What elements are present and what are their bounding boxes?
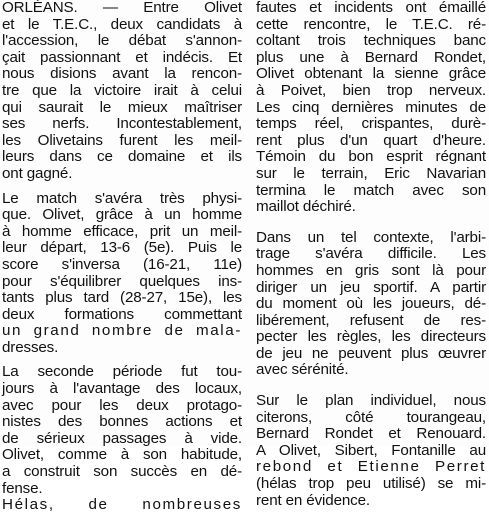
text-line: fense. (2, 479, 43, 497)
text-line: dresses. (2, 338, 59, 356)
text-line: tants plus tard (28-27, 15e), les (2, 289, 242, 307)
text-line: A Olivet, Sibert, Fontanille au (256, 441, 486, 459)
paragraph-match (2, 191, 242, 357)
text-line: Témoin du bon esprit régnant (256, 148, 486, 166)
text-line: à Poivet, bien trop nerveux. (256, 81, 486, 99)
text-line: Dans un tel contexte, l'arbi- (256, 228, 486, 246)
text-line: du moment où les joueurs, dé- (256, 295, 486, 313)
text-line: ORLÉANS. — Entre Olivet (2, 0, 242, 16)
text-line: hommes en gris sont là pour (256, 261, 486, 279)
text-line: leurs dans ce domaine et ils (2, 148, 242, 166)
paragraph-refereeing (256, 230, 486, 379)
text-line: deux formations commettant (2, 305, 242, 323)
text-line: Le match s'avéra très physi- (2, 189, 242, 207)
text-line: pour s'équilibrer quelques ins- (2, 272, 242, 290)
text-line: maillot déchiré. (256, 198, 356, 216)
paragraph-gap (256, 216, 486, 230)
text-line: nistes des bonnes actions et (2, 413, 242, 431)
text-line: Hélas, de nombreuses (2, 496, 242, 514)
paragraph-intro (2, 0, 242, 183)
text-line: ses nerfs. Incontestablement, (2, 115, 242, 133)
text-line: rent en évidence. (256, 491, 370, 509)
text-line: Olivet, comme à son habitude, (2, 446, 242, 464)
text-line: rent plus d'un quart d'heure. (256, 131, 486, 149)
text-line: leur départ, 13-6 (5e). Puis le (2, 239, 242, 257)
text-line: rebond et Etienne Perret (256, 458, 486, 476)
text-line: les Olivetains furent les meil- (2, 131, 242, 149)
text-line: de sérieux passages à vide. (2, 429, 242, 447)
text-line: coltant trois techniques banc (256, 32, 486, 50)
text-line: pecter les règles, les directeurs (256, 328, 486, 346)
text-line: sur le terrain, Eric Navarian (256, 164, 486, 182)
left-column (2, 0, 242, 514)
text-line: cette rencontre, le T.E.C. ré- (256, 15, 486, 33)
text-line: tre que la victoire irait à celui (2, 81, 242, 99)
paragraph-second-half (2, 364, 242, 497)
text-line: de jeu ne peuvent plus œuvrer (256, 344, 486, 362)
text-line: à homme efficace, prit un meil- (2, 222, 242, 240)
text-line: (hélas trop peu utilisé) se mi- (256, 475, 486, 493)
text-line: temps réel, crispantes, durè- (256, 115, 486, 133)
text-line: jours à l'avantage des locaux, (2, 380, 242, 398)
text-line: avec sérénité. (256, 361, 349, 379)
text-line: nous disions avant la rencon- (2, 65, 242, 83)
text-line: fautes et incidents ont émaillé (256, 0, 486, 16)
paragraph-fouls (256, 0, 486, 216)
text-line: libérement, refusent de res- (256, 311, 486, 329)
text-line: citerons, côté tourangeau, (256, 408, 486, 426)
text-line: trage s'avéra difficile. Les (256, 245, 486, 263)
text-line: La seconde période fut tou- (2, 363, 242, 381)
text-line: et le T.E.C., deux candidats à (2, 15, 242, 33)
text-line: l'accession, le débat s'annon- (2, 32, 242, 50)
text-line: Les cinq dernières minutes de (256, 98, 486, 116)
text-line: score s'inversa (16-21, 11e) (2, 255, 242, 273)
text-line: a construit son succès en dé- (2, 463, 242, 481)
text-line: çait passionnant et indécis. Et (2, 48, 242, 66)
text-line: termina le match avec son (256, 181, 486, 199)
paragraph-individual (256, 393, 486, 509)
paragraph-gap (256, 379, 486, 393)
text-line: Olivet obtenant la sienne grâce (256, 65, 486, 83)
text-line: plus une à Bernard Rondet, (256, 48, 486, 66)
text-line: Bernard Rondet et Renouard. (256, 425, 486, 443)
paragraph-fouls-start (2, 497, 242, 514)
text-line: ont gagné. (2, 164, 73, 182)
text-line: un grand nombre de mala- (2, 322, 242, 340)
text-line: avec pour les deux protago- (2, 396, 242, 414)
right-column (256, 0, 486, 509)
text-line: qui saurait le mieux maîtriser (2, 98, 242, 116)
text-line: que. Olivet, grâce à un homme (2, 206, 242, 224)
text-line: Sur le plan individuel, nous (256, 392, 486, 410)
text-line: diriger un jeu sportif. A partir (256, 278, 486, 296)
